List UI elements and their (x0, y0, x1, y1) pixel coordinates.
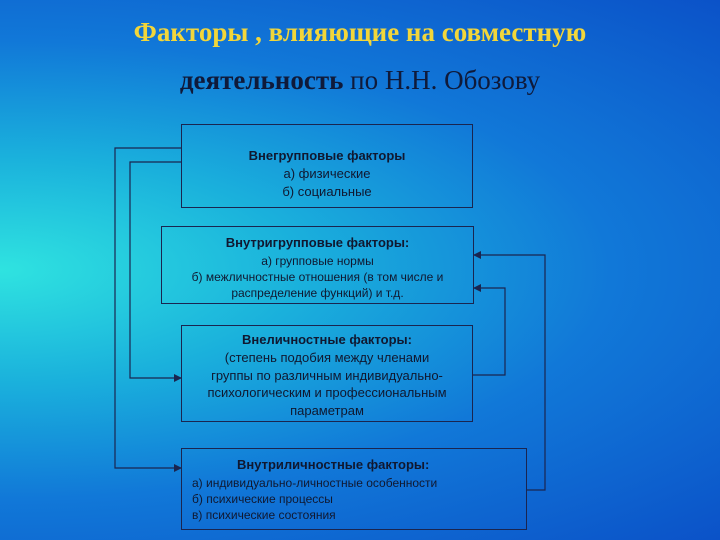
external-factors-item: б) социальные (282, 184, 372, 199)
intragroup-factors-heading: Внутригрупповые факторы: (225, 235, 410, 250)
title-line-2-rest: по Н.Н. Обозову (343, 65, 541, 95)
title-line-2-bold: деятельность (179, 65, 344, 95)
title-line-1: Факторы , влияющие на совместную (133, 17, 587, 47)
interpersonal-factors-text: группы по различным индивидуально- (211, 367, 443, 383)
intragroup-factors-item: а) групповые нормы (261, 254, 374, 268)
intrapersonal-factors-item: а) индивидуально-личностные особенности (192, 476, 438, 490)
intragroup-factors-item: распределение функций) и т.д. (231, 286, 404, 300)
intragroup-factors-item: б) межличностные отношения (в том числе и (191, 270, 444, 284)
external-factors-box (181, 124, 473, 208)
interpersonal-factors-box (181, 325, 473, 422)
intrapersonal-factors-heading: Внутриличностные факторы: (237, 457, 430, 472)
intrapersonal-factors-box (181, 448, 527, 530)
intrapersonal-factors-item: в) психические состояния (192, 508, 336, 522)
intragroup-factors-box (161, 226, 474, 304)
arrow-external-to-personal (115, 148, 181, 468)
interpersonal-factors-text: (степень подобия между членами (224, 350, 430, 365)
interpersonal-factors-text: психологическим и профессиональным (207, 385, 447, 400)
external-factors-heading: Внегрупповые факторы (248, 148, 406, 163)
interpersonal-factors-heading: Внеличностные факторы: (242, 332, 412, 347)
external-factors-item: а) физические (283, 166, 371, 181)
arrow-interpersonal-to-intragroup (473, 288, 505, 375)
intrapersonal-factors-item: б) психические процессы (192, 492, 333, 506)
interpersonal-factors-text: параметрам (290, 402, 364, 418)
